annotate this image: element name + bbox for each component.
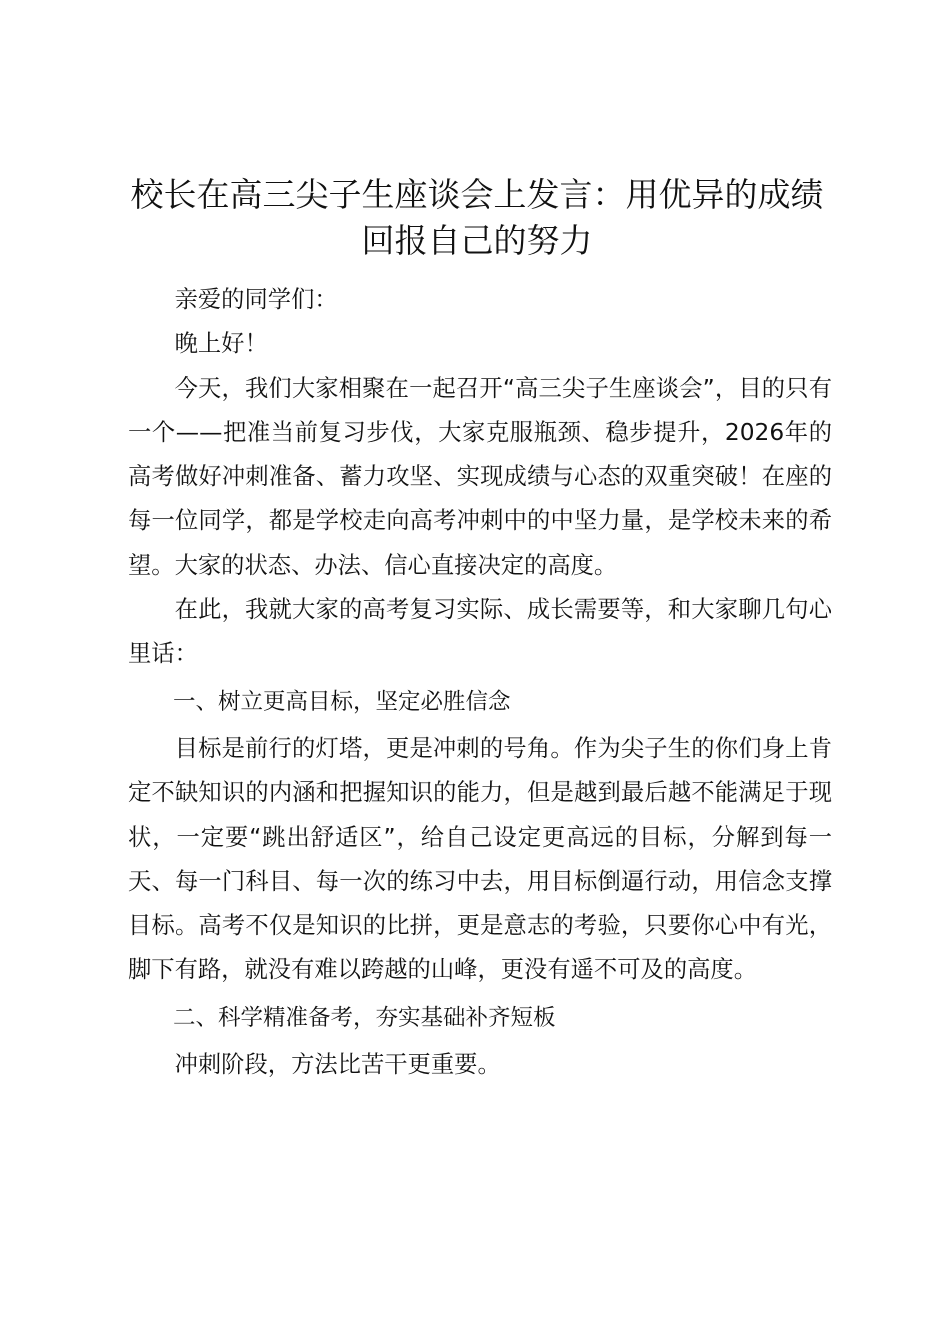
greeting: 晚上好！: [174, 330, 268, 358]
intro-paragraph: 今天，我们大家相聚在一起召开“高三尖子生座谈会”，目的只有一个——把准当前复习步伐，大家克服瓶颈、稳步提升，2026年的高考做好冲刺准备、蓄力攻坚、实现成绩与心态的双重突破！在座的每一位同学，都是学校走向高考冲刺中的中坚力量，是学校未来的希望。大家的状态、办法、信心直接决定的高度。: [128, 374, 832, 579]
section-1-heading: 一、树立更高目标，坚定必胜信念: [173, 688, 511, 715]
section-1-paragraph: 目标是前行的灯塔，更是冲刺的号角。作为尖子生的你们身上肯定不缺知识的内涵和把握知识的能力，但是越到最后越不能满足于现状，一定要“跳出舒适区”，给自己设定更高远的目标，分解到每一天、每一门科目、每一次的练习中去，用目标倒逼行动，用信念支撑目标。高考不仅是知识的比拼，更是意志的考验，只要你心中有光，脚下有路，就没有难以跨越的山峰，更没有遥不可及的高度。: [128, 734, 832, 984]
section-2-heading: 二、科学精准备考，夯实基础补齐短板: [173, 1004, 556, 1031]
document-title: 校长在高三尖子生座谈会上发言：用优异的成绩回报自己的努力: [130, 175, 824, 260]
transition-paragraph: 在此，我就大家的高考复习实际、成长需要等，和大家聊几句心里话：: [128, 596, 832, 668]
document-body: [128, 278, 832, 1087]
section-2-paragraph: 冲刺阶段，方法比苦干更重要。: [174, 1051, 501, 1079]
salutation: 亲爱的同学们：: [174, 286, 338, 313]
